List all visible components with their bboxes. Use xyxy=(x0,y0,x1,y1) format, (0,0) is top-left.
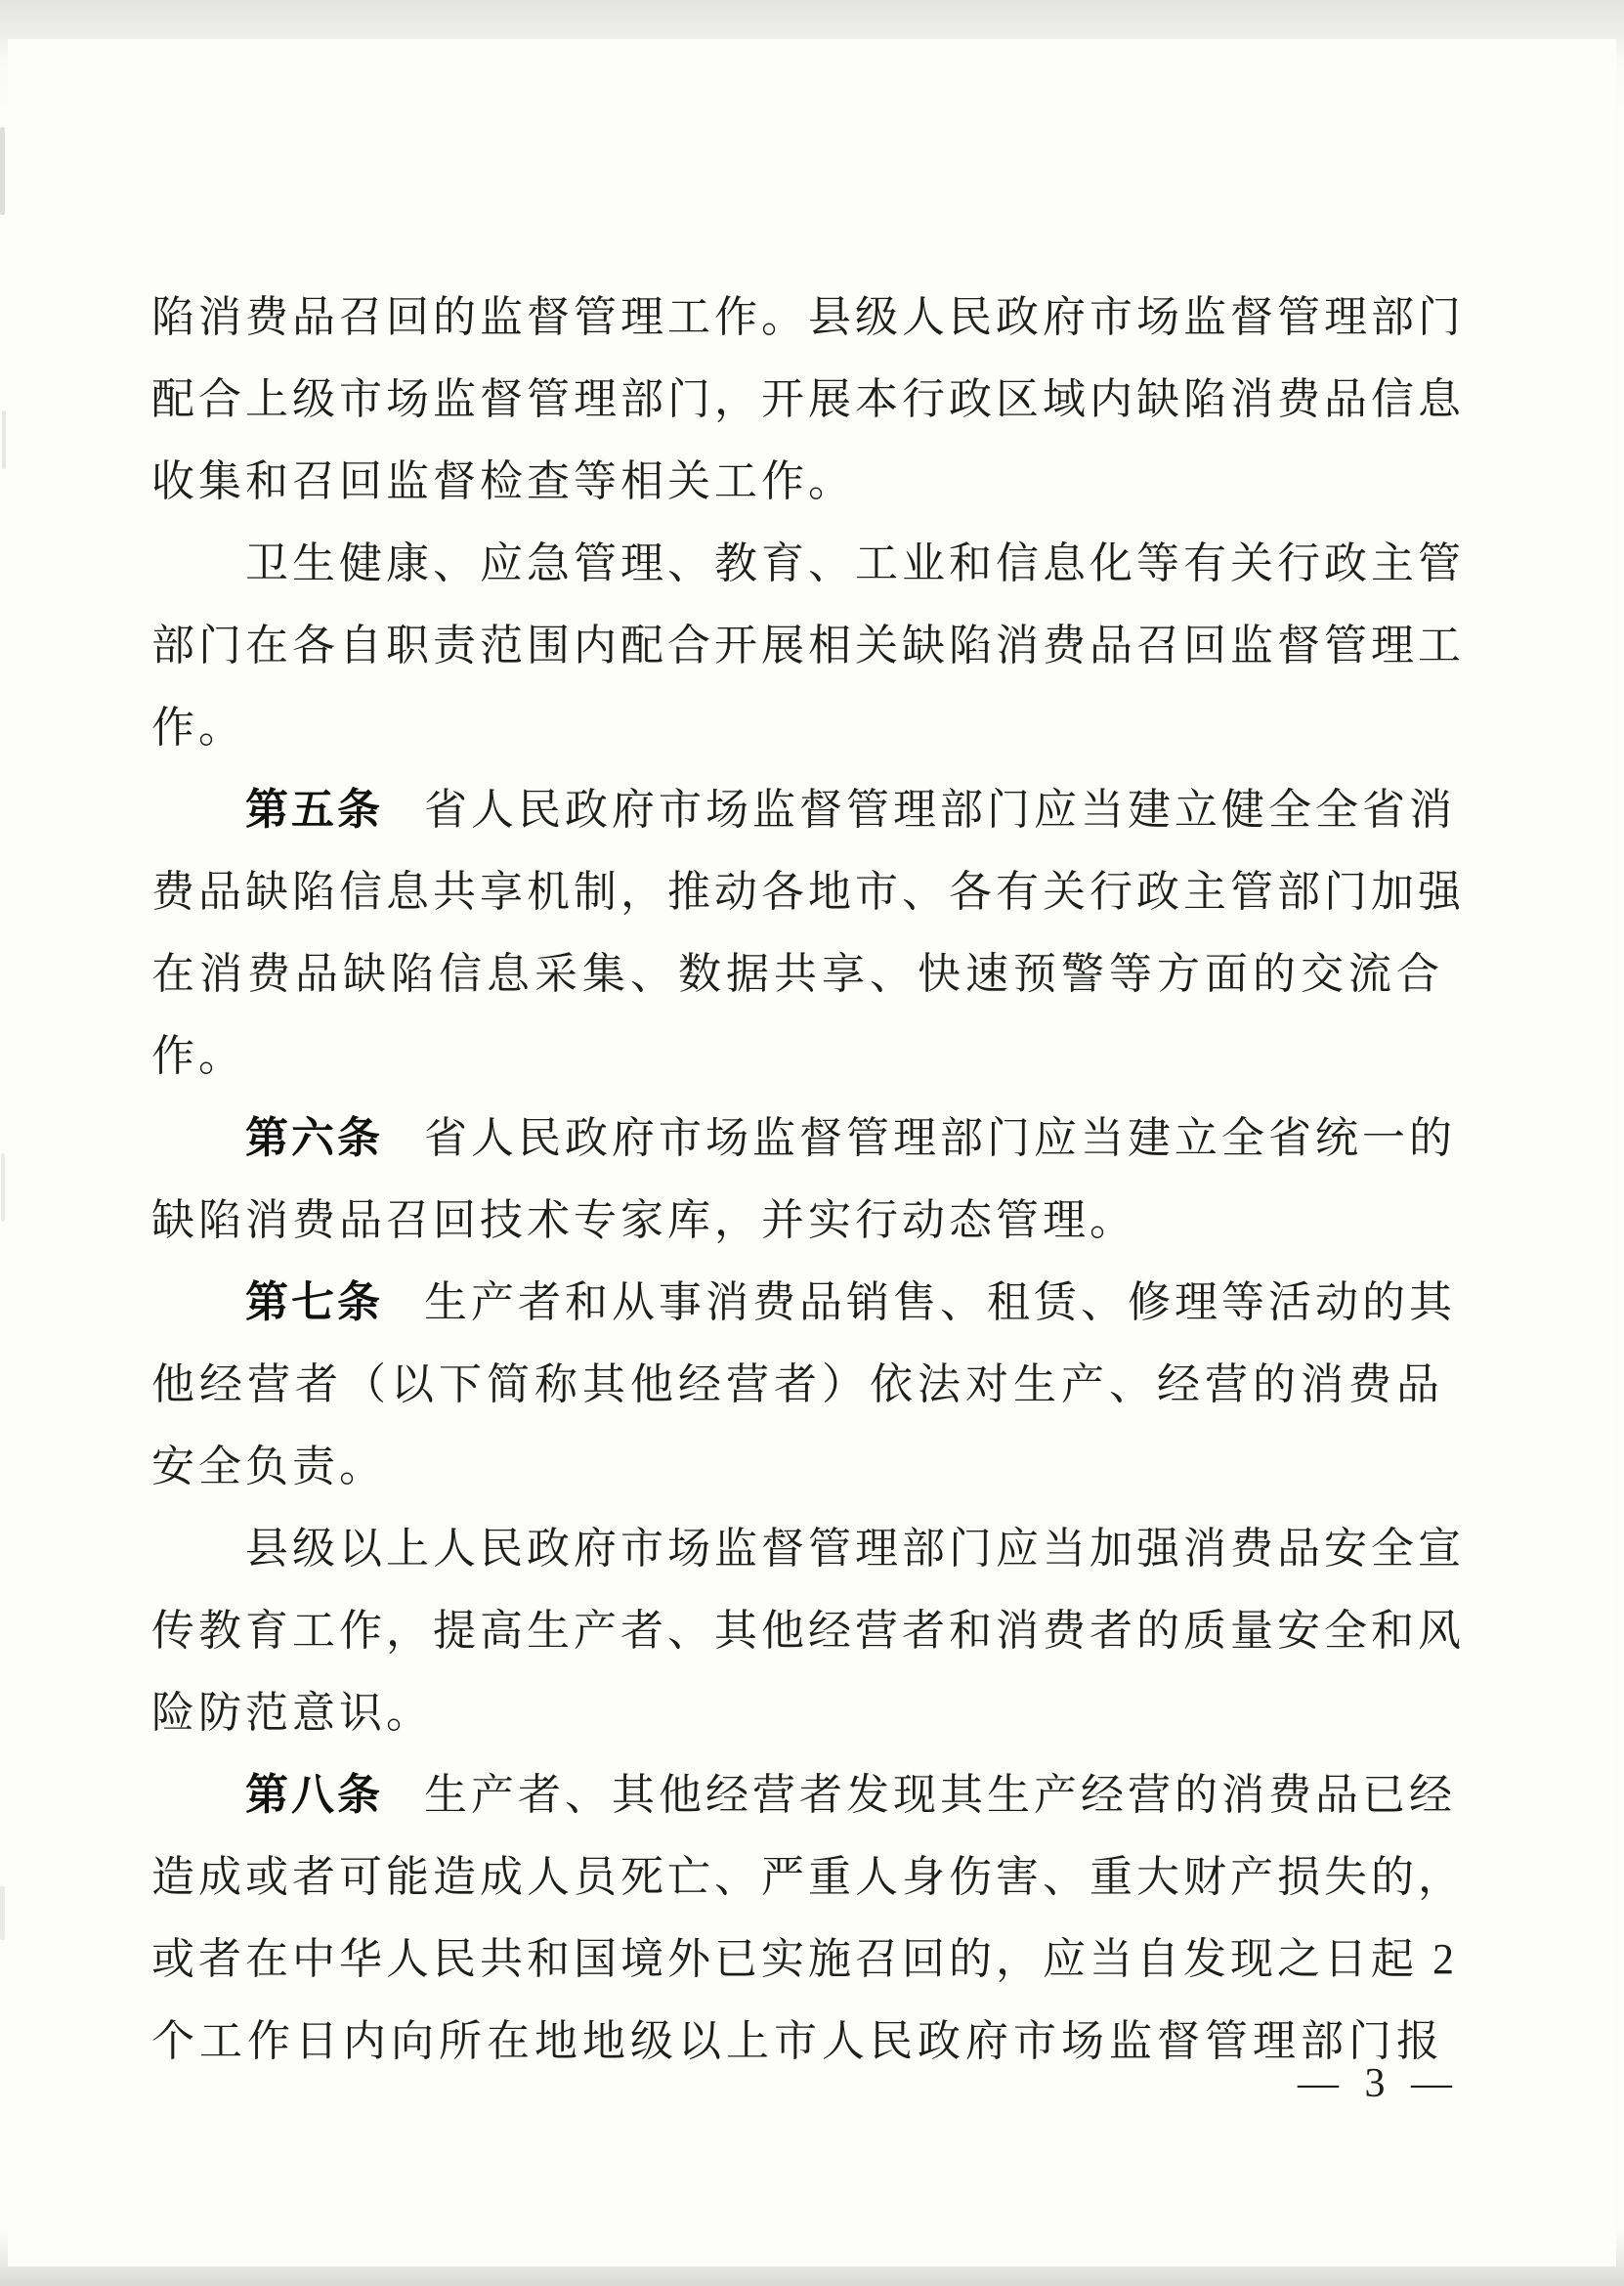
line-text: 卫生健康、应急管理、教育、工业和信息化等有关行政主管 xyxy=(245,539,1465,587)
line-text: 县级以上人民政府市场监督管理部门应当加强消费品安全宣 xyxy=(245,1525,1465,1573)
text-line xyxy=(151,769,1456,851)
text-line xyxy=(151,1508,1465,1590)
text-line xyxy=(151,605,1465,687)
line-text: 安全负责。 xyxy=(151,1443,386,1490)
line-text: 收集和召回监督检查等相关工作。 xyxy=(151,457,855,505)
line-text: 部门在各自职责范围内配合开展相关缺陷消费品召回监督管理工 xyxy=(151,622,1465,669)
text-line xyxy=(151,1344,1443,1426)
line-text: 省人民政府市场监督管理部门应当建立全省统一的 xyxy=(424,1114,1456,1162)
text-line xyxy=(151,359,1465,441)
line-text: 他经营者（以下简称其他经营者）依法对生产、经营的消费品 xyxy=(151,1360,1443,1408)
line-text: 作。 xyxy=(151,704,245,752)
line-text: 配合上级市场监督管理部门，开展本行政区域内缺陷消费品信息 xyxy=(151,375,1465,423)
text-line xyxy=(151,1015,1443,1098)
text-line xyxy=(151,1262,1456,1344)
line-text: 传教育工作，提高生产者、其他经营者和消费者的质量安全和风 xyxy=(151,1607,1465,1655)
text-line xyxy=(151,1919,1458,2001)
text-line xyxy=(151,1754,1456,1836)
text-line xyxy=(151,1180,1443,1262)
text-line xyxy=(151,523,1465,605)
text-line xyxy=(151,1590,1465,1672)
text-line xyxy=(151,1426,1443,1508)
page-number: — 3 — xyxy=(1298,2061,1460,2106)
text-line xyxy=(151,687,1443,769)
article-number-label: 第七条 xyxy=(245,1278,383,1326)
text-line xyxy=(151,2001,1443,2083)
text-line xyxy=(151,851,1465,933)
line-text: 费品缺陷信息共享机制，推动各地市、各有关行政主管部门加强 xyxy=(151,868,1465,916)
article-number-label: 第六条 xyxy=(245,1114,383,1162)
text-line xyxy=(151,933,1443,1015)
article-number-label: 第八条 xyxy=(245,1771,383,1819)
line-text: 个工作日内向所在地地级以上市人民政府市场监督管理部门报 xyxy=(151,2017,1443,2065)
line-text: 造成或者可能造成人员死亡、严重人身伤害、重大财产损失的， xyxy=(151,1853,1465,1901)
line-text: 在消费品缺陷信息采集、数据共享、快速预警等方面的交流合 xyxy=(151,950,1443,998)
line-text: 生产者和从事消费品销售、租赁、修理等活动的其 xyxy=(424,1278,1456,1326)
text-line xyxy=(151,277,1465,359)
line-text: 作。 xyxy=(151,1032,245,1080)
line-text: 或者在中华人民共和国境外已实施召回的，应当自发现之日起 2 xyxy=(151,1935,1458,1983)
scan-artifact xyxy=(1,1153,5,1222)
line-text: 缺陷消费品召回技术专家库，并实行动态管理。 xyxy=(151,1196,1136,1244)
text-line xyxy=(151,1672,1443,1754)
line-text: 生产者、其他经营者发现其生产经营的消费品已经 xyxy=(424,1771,1456,1819)
line-text: 省人民政府市场监督管理部门应当建立健全全省消 xyxy=(424,786,1456,834)
document-page xyxy=(8,39,1616,2266)
scan-artifact xyxy=(2,410,6,469)
scan-artifact xyxy=(0,1886,5,1940)
text-line xyxy=(151,441,1443,523)
text-line xyxy=(151,1836,1465,1919)
document-body xyxy=(151,277,1465,2083)
article-number-label: 第五条 xyxy=(245,786,383,834)
line-text: 险防范意识。 xyxy=(151,1689,433,1737)
line-text: 陷消费品召回的监督管理工作。县级人民政府市场监督管理部门 xyxy=(151,293,1465,341)
text-line xyxy=(151,1098,1456,1180)
scan-artifact xyxy=(0,127,5,215)
